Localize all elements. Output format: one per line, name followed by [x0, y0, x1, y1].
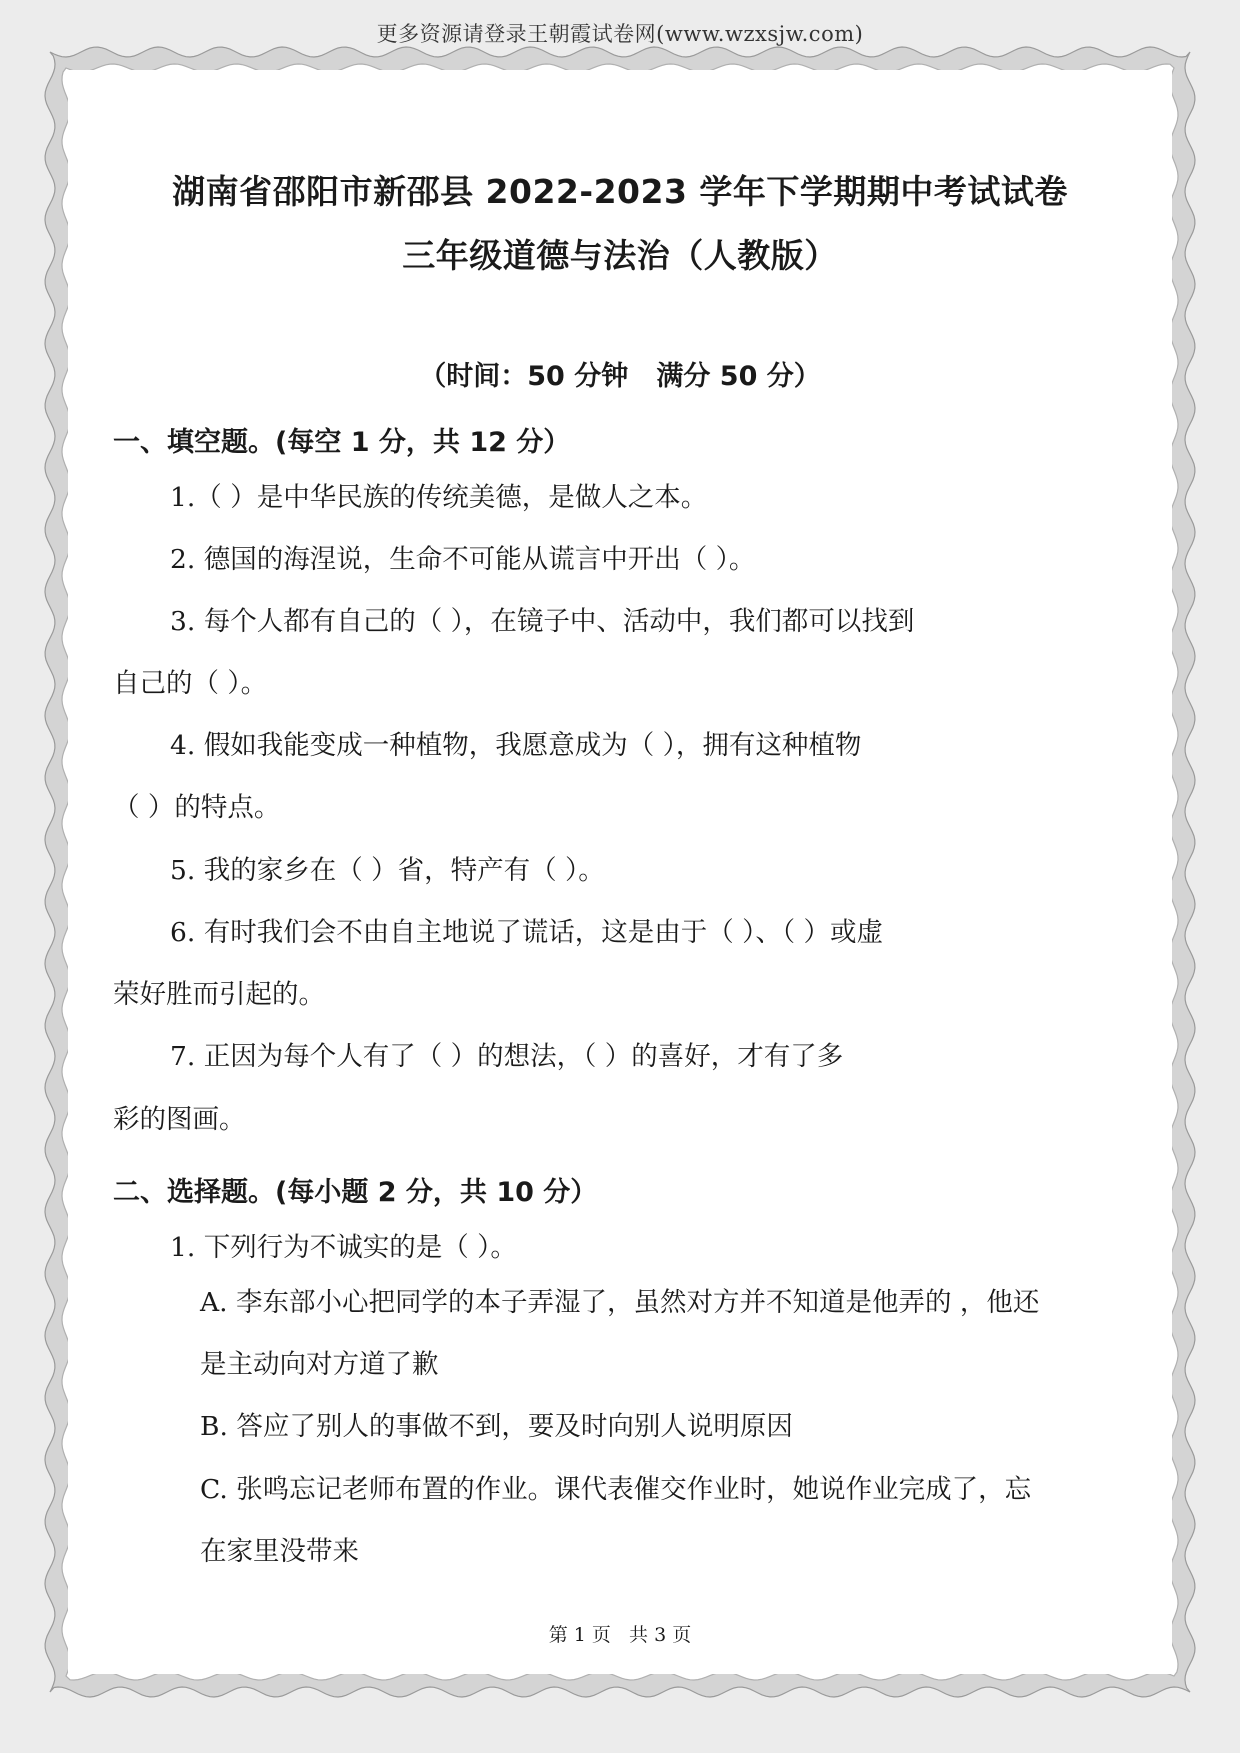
option-c-line-1: C. 张鸣忘记老师布置的作业。课代表催交作业时，她说作业完成了，忘 — [200, 1474, 1032, 1505]
question-4-line-1: 4. 假如我能变成一种植物，我愿意成为（ ），拥有这种植物 — [170, 730, 862, 761]
option-a-line-1: A. 李东部小心把同学的本子弄湿了，虽然对方并不知道是他弄的 ，他还 — [200, 1287, 1040, 1318]
question-2: 2. 德国的海涅说，生命不可能从谎言中开出（ ）。 — [170, 544, 756, 575]
site-note: 更多资源请登录王朝霞试卷网(www.wzxsjw.com) — [376, 22, 864, 46]
option-b: B. 答应了别人的事做不到，要及时向别人说明原因 — [200, 1411, 793, 1442]
section-heading-fill-blank: 一、填空题。(每空 1 分，共 12 分） — [113, 427, 571, 458]
question-6-line-2: 荣好胜而引起的。 — [113, 979, 325, 1010]
choice-question-1-stem: 1. 下列行为不诚实的是（ ）。 — [170, 1232, 517, 1263]
question-5: 5. 我的家乡在（ ）省，特产有（ ）。 — [170, 855, 605, 886]
question-3-line-1-text: 3. 每个人都有自己的（ ），在镜子中、活动中，我们都可以找到 — [170, 606, 915, 637]
exam-title: 湖南省邵阳市新邵县 2022-2023 学年下学期期中考试试卷 — [172, 172, 1068, 211]
question-4-line-2: （ ）的特点。 — [113, 792, 281, 823]
question-7-line-2: 彩的图画。 — [113, 1104, 246, 1135]
question-3-line-1 — [170, 606, 1126, 637]
question-3-line-2: 自己的（ ）。 — [113, 668, 268, 699]
question-6-line-1: 6. 有时我们会不由自主地说了谎话，这是由于（ ）、（ ）或虚 — [170, 917, 884, 948]
page-footer: 第 1 页 共 3 页 — [548, 1624, 692, 1646]
question-1: 1.（ ）是中华民族的传统美德，是做人之本。 — [170, 482, 708, 513]
option-a-line-2: 是主动向对方道了歉 — [200, 1349, 439, 1380]
question-7-line-1: 7. 正因为每个人有了（ ）的想法，（ ）的喜好，才有了多 — [170, 1041, 844, 1072]
section-heading-multiple-choice: 二、选择题。(每小题 2 分，共 10 分） — [113, 1177, 598, 1208]
option-c-line-2: 在家里没带来 — [200, 1536, 359, 1567]
time-info: （时间：50 分钟 满分 50 分） — [419, 361, 821, 392]
exam-subtitle: 三年级道德与法治（人教版） — [402, 236, 838, 275]
